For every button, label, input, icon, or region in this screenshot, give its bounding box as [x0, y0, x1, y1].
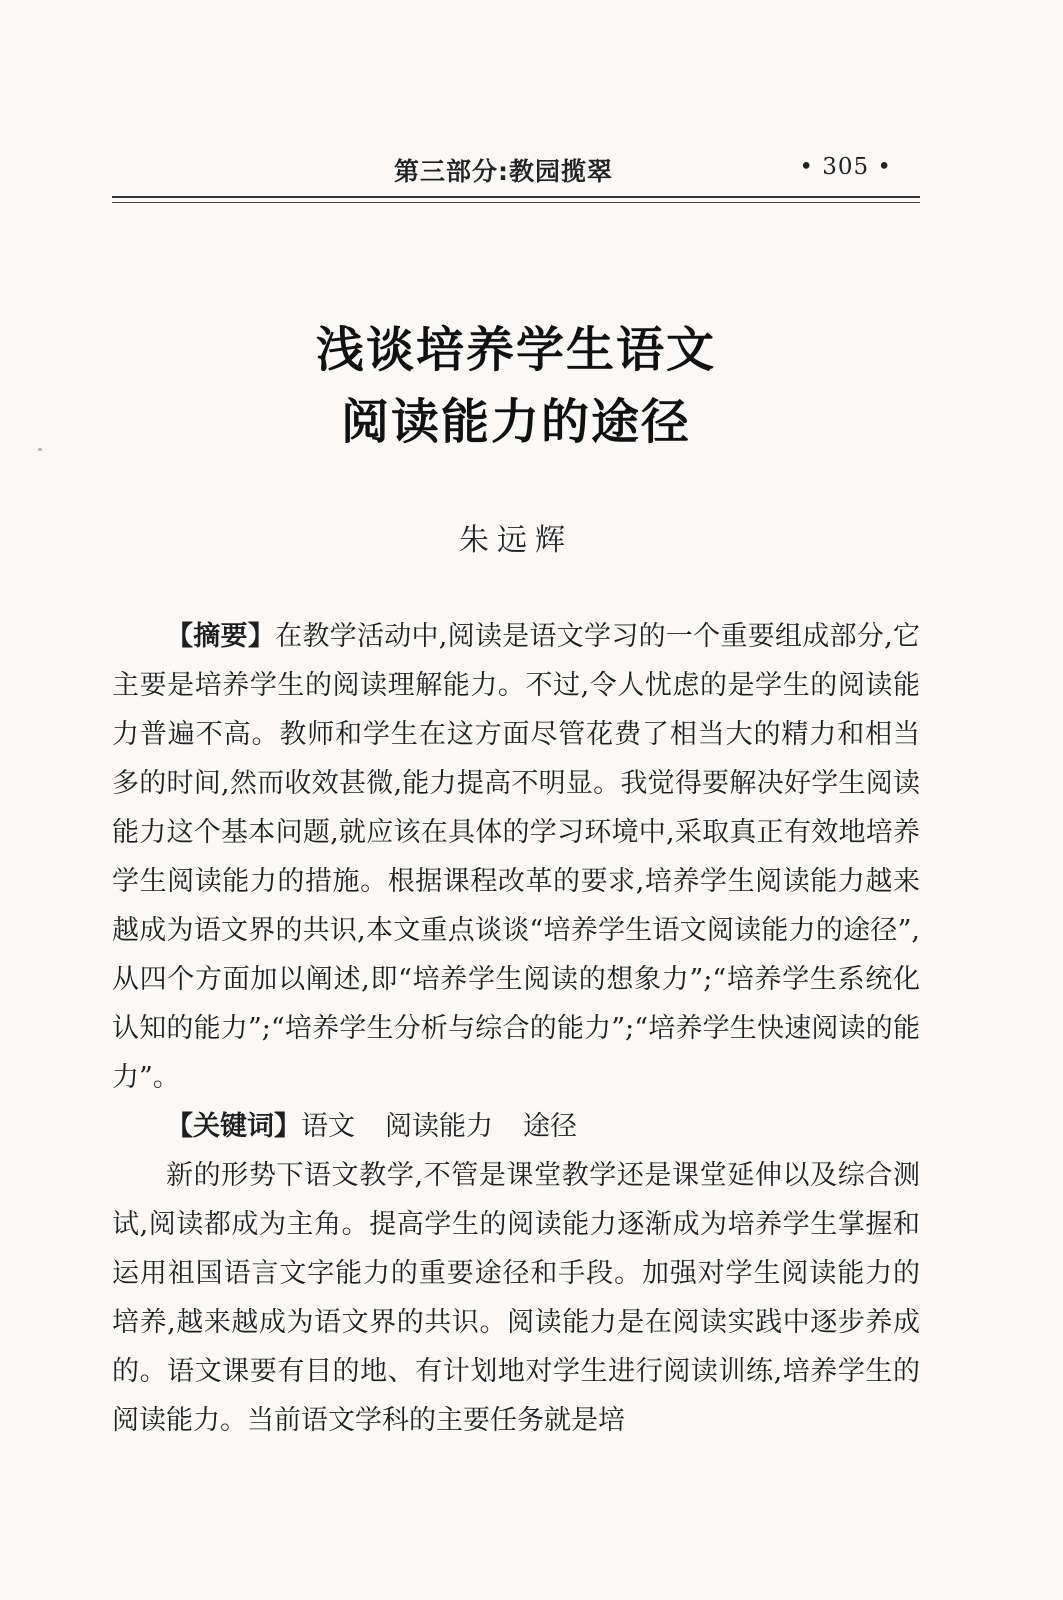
- keywords-paragraph: [112, 1102, 920, 1151]
- header-rule-thin: [112, 202, 920, 203]
- keyword-item: 语文: [301, 1111, 355, 1142]
- header-rule-thick: [112, 196, 920, 198]
- page-number: • 305 •: [799, 154, 892, 180]
- title-line-2: 阅读能力的途径: [340, 394, 691, 450]
- author-name: 朱远辉: [459, 523, 573, 558]
- keywords-label: 【关键词】: [166, 1111, 301, 1142]
- paper-speck: [38, 448, 42, 451]
- abstract-paragraph: [112, 612, 920, 1102]
- article-title: [112, 314, 920, 458]
- article-body: [112, 612, 920, 1445]
- title-line-1: 浅谈培养学生语文: [315, 322, 716, 378]
- intro-paragraph: 新的形势下语文教学,不管是课堂教学还是课堂延伸以及综合测试,阅读都成为主角。提高学生的阅读能力逐渐成为培养学生掌握和运用祖国语言文字能力的重要途径和手段。加强对学生阅读能力的培养,越来越成为语文界的共识。阅读能力是在阅读实践中逐步养成的。语文课要有目的地、有计划地对学生进行阅读训练,培养学生的阅读能力。当前语文学科的主要任务就是培: [112, 1160, 920, 1436]
- abstract-text: 在教学活动中,阅读是语文学习的一个重要组成部分,它主要是培养学生的阅读理解能力。不过,令人忧虑的是学生的阅读能力普遍不高。教师和学生在这方面尽管花费了相当大的精力和相当多的时间,然而收效甚微,能力提高不明显。我觉得要解决好学生阅读能力这个基本问题,就应该在具体的学习环境中,采取真正有效地培养学生阅读能力的措施。根据课程改革的要求,培养学生阅读能力越来越成为语文界的共识,本文重点谈谈“培养学生语文阅读能力的途径”,从四个方面加以阐述,即“培养学生阅读的想象力”;“培养学生系统化认知的能力”;“培养学生分析与综合的能力”;“培养学生快速阅读的能力”。: [112, 621, 920, 1093]
- section-title: 第三部分:教园揽翠: [394, 157, 613, 186]
- keyword-item: 阅读能力: [385, 1111, 493, 1142]
- running-header: [112, 152, 920, 192]
- abstract-label: 【摘要】: [166, 621, 276, 652]
- keyword-item: 途径: [523, 1111, 577, 1142]
